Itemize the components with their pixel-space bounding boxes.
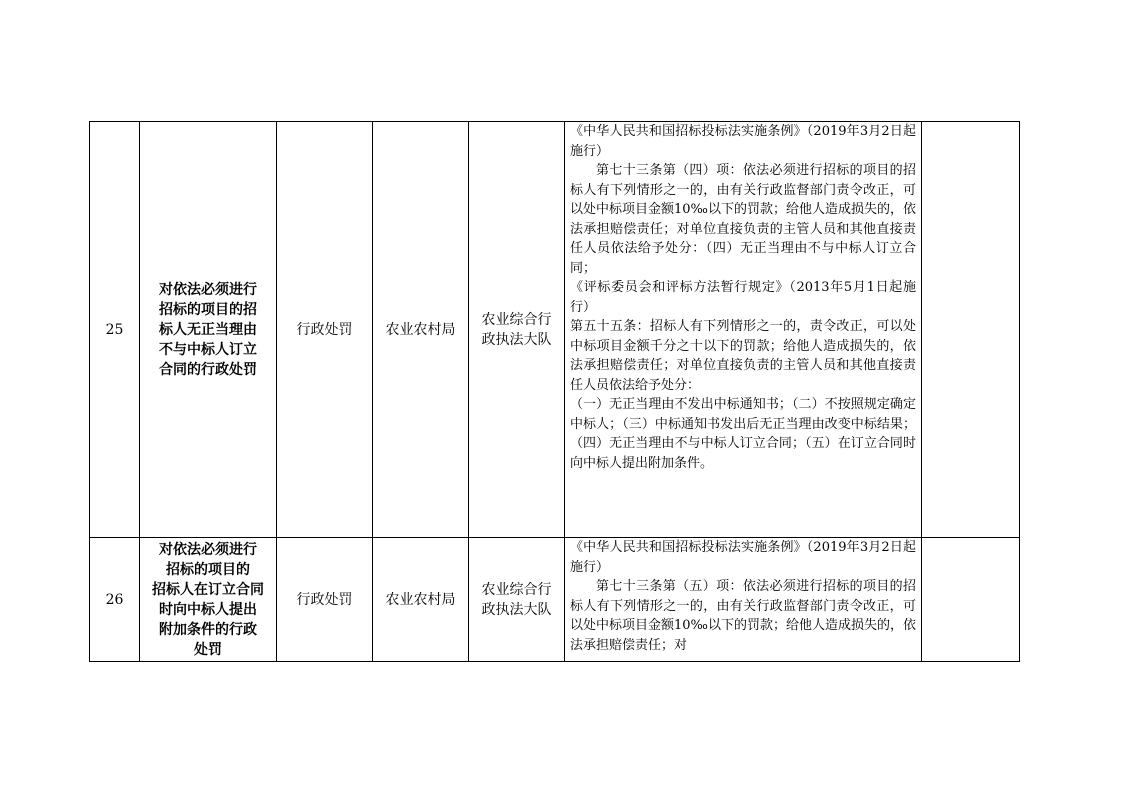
enforcer-line: 农业综合行 xyxy=(481,581,552,598)
item-name-line: 时向中标人提出 xyxy=(159,601,257,618)
category: 行政处罚 xyxy=(277,538,373,662)
enforcer xyxy=(469,538,565,662)
item-name-line: 不与中标人订立 xyxy=(159,341,257,358)
item-name xyxy=(140,122,277,538)
enforcer xyxy=(469,122,565,538)
department: 农业农村局 xyxy=(373,538,469,662)
item-name-line: 附加条件的行政 xyxy=(159,621,257,638)
basis-paragraph: 《中华人民共和国招标投标法实施条例》（2019年3月2日起施行） xyxy=(570,540,916,575)
table-row xyxy=(90,122,1020,538)
item-name-line: 对依法必须进行 xyxy=(159,281,257,298)
remark xyxy=(922,538,1020,662)
item-name-line: 对依法必须进行 xyxy=(159,541,257,558)
item-name-line: 招标的项目的招 xyxy=(159,301,257,318)
legal-basis xyxy=(565,122,922,538)
item-name xyxy=(140,538,277,662)
enforcement-table xyxy=(89,121,1020,662)
enforcer-line: 政执法大队 xyxy=(481,331,552,348)
basis-paragraph: 第五十五条：招标人有下列情形之一的，责令改正，可以处中标项目金额千分之十以下的罚款；给他人造成损失的，依法承担赔偿责任；对单位直接负责的主管人员和其他直接责任人员依法给予处分： xyxy=(570,319,916,393)
item-name-line: 招标人在订立合同 xyxy=(152,581,264,598)
table-row xyxy=(90,538,1020,662)
item-name-line: 合同的行政处罚 xyxy=(159,361,257,378)
row-number: 26 xyxy=(90,538,140,662)
category: 行政处罚 xyxy=(277,122,373,538)
item-name-line: 标人无正当理由 xyxy=(159,321,257,338)
enforcer-line: 农业综合行 xyxy=(481,311,552,328)
basis-paragraph: 第七十三条第（五）项：依法必须进行招标的项目的招标人有下列情形之一的，由有关行政监督部门责令改正，可以处中标项目金额10‰以下的罚款；给他人造成损失的，依法承担赔偿责任；对 xyxy=(570,579,916,653)
basis-paragraph: 《中华人民共和国招标投标法实施条例》（2019年3月2日起施行） xyxy=(570,124,916,159)
basis-paragraph: 《评标委员会和评标方法暂行规定》（2013年5月1日起施行） xyxy=(570,280,916,315)
row-number: 25 xyxy=(90,122,140,538)
item-name-line: 招标的项目的 xyxy=(166,561,250,578)
legal-basis xyxy=(565,538,922,662)
enforcer-line: 政执法大队 xyxy=(481,601,552,618)
item-name-line: 处罚 xyxy=(194,641,222,658)
remark xyxy=(922,122,1020,538)
basis-paragraph: （一）无正当理由不发出中标通知书；（二）不按照规定确定中标人；（三）中标通知书发出后无正当理由改变中标结果；（四）无正当理由不与中标人订立合同；（五）在订立合同时向中标人提出附加条件。 xyxy=(570,397,916,471)
legal-basis-clip xyxy=(570,538,916,661)
basis-paragraph: 第七十三条第（四）项：依法必须进行招标的项目的招标人有下列情形之一的，由有关行政监督部门责令改正，可以处中标项目金额10‰以下的罚款；给他人造成损失的，依法承担赔偿责任；对单位直接负责的主管人员和其他直接责任人员依法给予处分：（四）无正当理由不与中标人订立合同； xyxy=(570,163,916,276)
department: 农业农村局 xyxy=(373,122,469,538)
